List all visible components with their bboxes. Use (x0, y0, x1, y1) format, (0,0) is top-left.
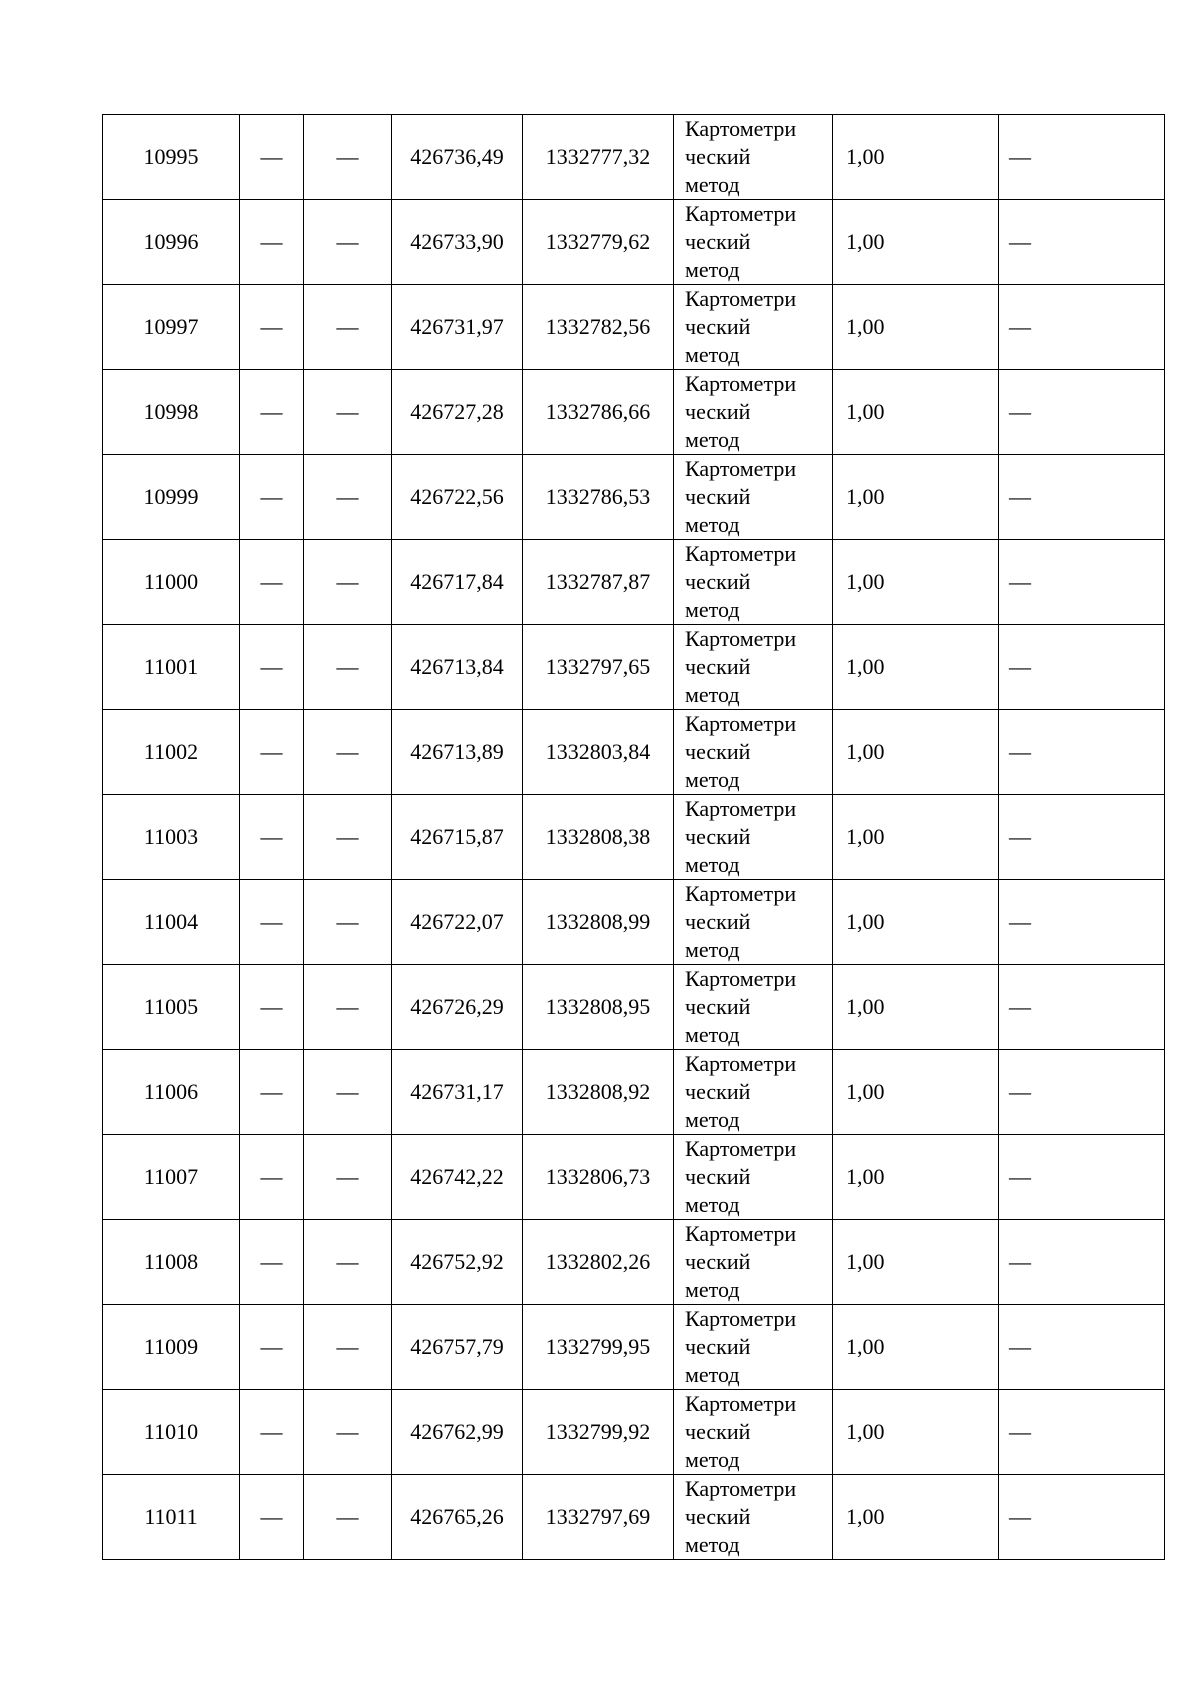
accuracy-cell: 1,00 (833, 625, 999, 710)
method-cell (674, 455, 833, 540)
old-y-cell: — (304, 1390, 392, 1475)
method-cell (674, 710, 833, 795)
accuracy-cell: 1,00 (833, 285, 999, 370)
y-coordinate-cell: 1332806,73 (523, 1135, 674, 1220)
old-x-cell: — (240, 1135, 304, 1220)
method-text-line: ческий (685, 399, 751, 424)
old-x-cell: — (240, 285, 304, 370)
point-number-cell: 11006 (103, 1050, 240, 1135)
method-text-line: Картометри (685, 116, 797, 141)
point-number-cell: 10995 (103, 115, 240, 200)
y-coordinate-cell: 1332803,84 (523, 710, 674, 795)
method-text-line: метод (685, 1447, 740, 1472)
table-row (103, 455, 1165, 540)
old-y-cell: — (304, 880, 392, 965)
old-x-cell: — (240, 115, 304, 200)
table-row (103, 1390, 1165, 1475)
y-coordinate-cell: 1332786,66 (523, 370, 674, 455)
point-number-cell: 11000 (103, 540, 240, 625)
y-coordinate-cell: 1332797,69 (523, 1475, 674, 1560)
method-cell (674, 370, 833, 455)
description-cell: — (999, 115, 1165, 200)
table-row (103, 115, 1165, 200)
description-cell: — (999, 625, 1165, 710)
method-text-line: ческий (685, 824, 751, 849)
description-cell: — (999, 880, 1165, 965)
method-text-line: ческий (685, 994, 751, 1019)
old-y-cell: — (304, 285, 392, 370)
method-text-line: Картометри (685, 711, 797, 736)
x-coordinate-cell: 426722,07 (392, 880, 523, 965)
method-text-line: метод (685, 767, 740, 792)
accuracy-cell: 1,00 (833, 1135, 999, 1220)
method-cell (674, 200, 833, 285)
x-coordinate-cell: 426713,84 (392, 625, 523, 710)
method-text-line: Картометри (685, 1136, 797, 1161)
description-cell: — (999, 1305, 1165, 1390)
description-cell: — (999, 285, 1165, 370)
accuracy-cell: 1,00 (833, 1475, 999, 1560)
method-text-line: ческий (685, 1079, 751, 1104)
description-cell: — (999, 370, 1165, 455)
method-text-line: ческий (685, 654, 751, 679)
method-cell (674, 1390, 833, 1475)
point-number-cell: 11009 (103, 1305, 240, 1390)
method-text-line: метод (685, 1277, 740, 1302)
method-text-line: Картометри (685, 286, 797, 311)
method-text-line: ческий (685, 1249, 751, 1274)
method-text-line: метод (685, 682, 740, 707)
coordinates-table-body (103, 115, 1165, 1560)
description-cell: — (999, 1475, 1165, 1560)
old-y-cell: — (304, 200, 392, 285)
x-coordinate-cell: 426722,56 (392, 455, 523, 540)
method-cell (674, 540, 833, 625)
table-row (103, 1135, 1165, 1220)
x-coordinate-cell: 426727,28 (392, 370, 523, 455)
method-cell (674, 625, 833, 710)
old-y-cell: — (304, 455, 392, 540)
method-cell (674, 1305, 833, 1390)
method-text-line: Картометри (685, 626, 797, 651)
y-coordinate-cell: 1332808,92 (523, 1050, 674, 1135)
table-row (103, 880, 1165, 965)
y-coordinate-cell: 1332777,32 (523, 115, 674, 200)
table-row (103, 540, 1165, 625)
description-cell: — (999, 1135, 1165, 1220)
old-x-cell: — (240, 455, 304, 540)
method-text-line: метод (685, 172, 740, 197)
old-x-cell: — (240, 1390, 304, 1475)
y-coordinate-cell: 1332779,62 (523, 200, 674, 285)
table-row (103, 1050, 1165, 1135)
accuracy-cell: 1,00 (833, 965, 999, 1050)
accuracy-cell: 1,00 (833, 795, 999, 880)
method-text-line: ческий (685, 569, 751, 594)
method-text-line: Картометри (685, 881, 797, 906)
point-number-cell: 11001 (103, 625, 240, 710)
old-y-cell: — (304, 1475, 392, 1560)
description-cell: — (999, 1390, 1165, 1475)
old-x-cell: — (240, 710, 304, 795)
x-coordinate-cell: 426736,49 (392, 115, 523, 200)
accuracy-cell: 1,00 (833, 1220, 999, 1305)
y-coordinate-cell: 1332799,95 (523, 1305, 674, 1390)
table-row (103, 795, 1165, 880)
x-coordinate-cell: 426762,99 (392, 1390, 523, 1475)
method-text-line: Картометри (685, 1391, 797, 1416)
old-y-cell: — (304, 625, 392, 710)
method-cell (674, 115, 833, 200)
method-text-line: метод (685, 427, 740, 452)
x-coordinate-cell: 426757,79 (392, 1305, 523, 1390)
description-cell: — (999, 1050, 1165, 1135)
method-text-line: ческий (685, 1419, 751, 1444)
method-text-line: Картометри (685, 1476, 797, 1501)
accuracy-cell: 1,00 (833, 880, 999, 965)
point-number-cell: 11004 (103, 880, 240, 965)
x-coordinate-cell: 426733,90 (392, 200, 523, 285)
old-y-cell: — (304, 795, 392, 880)
accuracy-cell: 1,00 (833, 540, 999, 625)
old-y-cell: — (304, 1050, 392, 1135)
y-coordinate-cell: 1332797,65 (523, 625, 674, 710)
accuracy-cell: 1,00 (833, 455, 999, 540)
y-coordinate-cell: 1332808,95 (523, 965, 674, 1050)
method-text-line: ческий (685, 229, 751, 254)
point-number-cell: 11002 (103, 710, 240, 795)
old-x-cell: — (240, 795, 304, 880)
table-row (103, 200, 1165, 285)
old-y-cell: — (304, 965, 392, 1050)
method-text-line: ческий (685, 1334, 751, 1359)
old-y-cell: — (304, 1220, 392, 1305)
old-y-cell: — (304, 1305, 392, 1390)
table-row (103, 1220, 1165, 1305)
method-text-line: ческий (685, 909, 751, 934)
table-row (103, 1475, 1165, 1560)
x-coordinate-cell: 426717,84 (392, 540, 523, 625)
method-text-line: метод (685, 1107, 740, 1132)
method-cell (674, 1220, 833, 1305)
accuracy-cell: 1,00 (833, 1390, 999, 1475)
method-cell (674, 795, 833, 880)
method-text-line: Картометри (685, 201, 797, 226)
description-cell: — (999, 540, 1165, 625)
y-coordinate-cell: 1332782,56 (523, 285, 674, 370)
point-number-cell: 10997 (103, 285, 240, 370)
coordinates-table (102, 114, 1165, 1560)
method-text-line: Картометри (685, 1221, 797, 1246)
old-x-cell: — (240, 880, 304, 965)
point-number-cell: 11005 (103, 965, 240, 1050)
old-x-cell: — (240, 1050, 304, 1135)
method-text-line: Картометри (685, 371, 797, 396)
old-x-cell: — (240, 1220, 304, 1305)
table-row (103, 1305, 1165, 1390)
old-x-cell: — (240, 370, 304, 455)
old-x-cell: — (240, 1305, 304, 1390)
method-text-line: Картометри (685, 456, 797, 481)
description-cell: — (999, 200, 1165, 285)
method-cell (674, 285, 833, 370)
accuracy-cell: 1,00 (833, 370, 999, 455)
x-coordinate-cell: 426731,17 (392, 1050, 523, 1135)
description-cell: — (999, 710, 1165, 795)
method-text-line: метод (685, 1532, 740, 1557)
method-text-line: Картометри (685, 1306, 797, 1331)
point-number-cell: 10996 (103, 200, 240, 285)
point-number-cell: 11011 (103, 1475, 240, 1560)
x-coordinate-cell: 426765,26 (392, 1475, 523, 1560)
x-coordinate-cell: 426731,97 (392, 285, 523, 370)
y-coordinate-cell: 1332787,87 (523, 540, 674, 625)
table-row (103, 370, 1165, 455)
method-text-line: метод (685, 1022, 740, 1047)
method-text-line: ческий (685, 739, 751, 764)
old-y-cell: — (304, 1135, 392, 1220)
method-cell (674, 965, 833, 1050)
method-cell (674, 880, 833, 965)
method-cell (674, 1135, 833, 1220)
x-coordinate-cell: 426715,87 (392, 795, 523, 880)
method-text-line: Картометри (685, 796, 797, 821)
old-y-cell: — (304, 710, 392, 795)
accuracy-cell: 1,00 (833, 1305, 999, 1390)
method-text-line: Картометри (685, 966, 797, 991)
accuracy-cell: 1,00 (833, 115, 999, 200)
table-row (103, 285, 1165, 370)
old-x-cell: — (240, 1475, 304, 1560)
method-text-line: метод (685, 1192, 740, 1217)
old-y-cell: — (304, 540, 392, 625)
table-row (103, 965, 1165, 1050)
x-coordinate-cell: 426713,89 (392, 710, 523, 795)
y-coordinate-cell: 1332802,26 (523, 1220, 674, 1305)
old-x-cell: — (240, 200, 304, 285)
x-coordinate-cell: 426752,92 (392, 1220, 523, 1305)
method-text-line: метод (685, 937, 740, 962)
method-text-line: метод (685, 257, 740, 282)
accuracy-cell: 1,00 (833, 200, 999, 285)
point-number-cell: 10998 (103, 370, 240, 455)
description-cell: — (999, 1220, 1165, 1305)
y-coordinate-cell: 1332799,92 (523, 1390, 674, 1475)
method-text-line: ческий (685, 1164, 751, 1189)
table-row (103, 710, 1165, 795)
accuracy-cell: 1,00 (833, 710, 999, 795)
x-coordinate-cell: 426742,22 (392, 1135, 523, 1220)
point-number-cell: 11003 (103, 795, 240, 880)
y-coordinate-cell: 1332808,38 (523, 795, 674, 880)
method-text-line: ческий (685, 314, 751, 339)
y-coordinate-cell: 1332786,53 (523, 455, 674, 540)
method-text-line: ческий (685, 144, 751, 169)
method-text-line: ческий (685, 1504, 751, 1529)
method-cell (674, 1050, 833, 1135)
old-x-cell: — (240, 540, 304, 625)
description-cell: — (999, 965, 1165, 1050)
description-cell: — (999, 455, 1165, 540)
method-text-line: метод (685, 852, 740, 877)
old-x-cell: — (240, 625, 304, 710)
method-text-line: Картометри (685, 541, 797, 566)
method-cell (674, 1475, 833, 1560)
method-text-line: метод (685, 597, 740, 622)
method-text-line: метод (685, 512, 740, 537)
method-text-line: ческий (685, 484, 751, 509)
accuracy-cell: 1,00 (833, 1050, 999, 1135)
method-text-line: Картометри (685, 1051, 797, 1076)
table-row (103, 625, 1165, 710)
y-coordinate-cell: 1332808,99 (523, 880, 674, 965)
method-text-line: метод (685, 342, 740, 367)
point-number-cell: 11010 (103, 1390, 240, 1475)
point-number-cell: 11008 (103, 1220, 240, 1305)
old-y-cell: — (304, 115, 392, 200)
point-number-cell: 10999 (103, 455, 240, 540)
old-x-cell: — (240, 965, 304, 1050)
old-y-cell: — (304, 370, 392, 455)
method-text-line: метод (685, 1362, 740, 1387)
description-cell: — (999, 795, 1165, 880)
point-number-cell: 11007 (103, 1135, 240, 1220)
x-coordinate-cell: 426726,29 (392, 965, 523, 1050)
